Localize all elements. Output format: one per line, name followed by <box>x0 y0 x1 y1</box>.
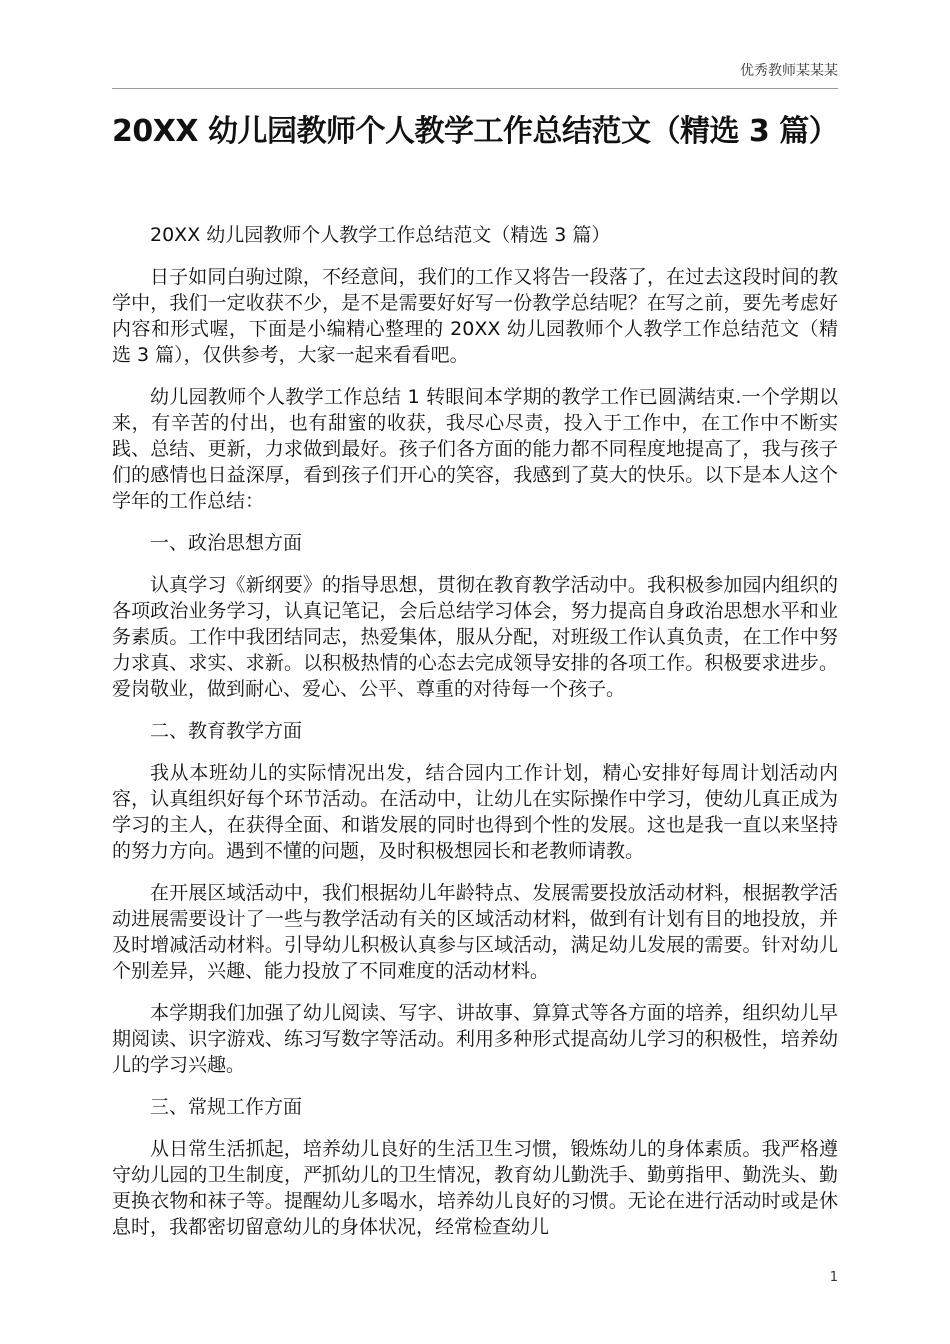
routine-paragraph: 从日常生活抓起，培养幼儿良好的生活卫生习惯，锻炼幼儿的身体素质。我严格遵守幼儿园的卫生制度，严抓幼儿的卫生情况，教育幼儿勤洗手、勤剪指甲、勤洗头、勤更换衣物和袜子等。提醒幼儿多喝水，培养幼儿良好的习惯。无论在进行活动时或是休息时，我都密切留意幼儿的身体状况，经常检查幼儿 <box>112 1138 838 1238</box>
section-heading-teaching: 二、教育教学方面 <box>150 720 303 742</box>
document-title: 20XX 幼儿园教师个人教学工作总结范文（精选 3 篇） <box>112 114 839 149</box>
section-heading-routine: 三、常规工作方面 <box>150 1096 303 1118</box>
document-body <box>112 222 838 1256</box>
page-number: 1 <box>829 1270 838 1285</box>
teaching-paragraph-1: 我从本班幼儿的实际情况出发，结合园内工作计划，精心安排好每周计划活动内容，认真组织好每个环节活动。在活动中，让幼儿在实际操作中学习，使幼儿真正成为学习的主人，在获得全面、和谐发展的同时也得到个性的发展。这也是我一直以来坚持的努力方向。遇到不懂的问题，及时积极想园长和老教师请教。 <box>112 762 838 862</box>
politics-paragraph: 认真学习《新纲要》的指导思想，贯彻在教育教学活动中。我积极参加园内组织的各项政治业务学习，认真记笔记，会后总结学习体会，努力提高自身政治思想水平和业务素质。工作中我团结同志，热爱集体，服从分配，对班级工作认真负责，在工作中努力求真、求实、求新。以积极热情的心态去完成领导安排的各项工作。积极要求进步。爱岗敬业，做到耐心、爱心、公平、尊重的对待每一个孩子。 <box>112 574 838 700</box>
header-author: 优秀教师某某某 <box>740 63 838 79</box>
section-heading-politics: 一、政治思想方面 <box>150 532 303 554</box>
header-divider <box>112 88 838 89</box>
summary-paragraph: 幼儿园教师个人教学工作总结 1 转眼间本学期的教学工作已圆满结束.一个学期以来，有辛苦的付出，也有甜蜜的收获，我尽心尽责，投入于工作中，在工作中不断实践、总结、更新，力求做到最好。孩子们各方面的能力都不同程度地提高了，我与孩子们的感情也日益深厚，看到孩子们开心的笑容，我感到了莫大的快乐。以下是本人这个学年的工作总结： <box>112 386 838 512</box>
teaching-paragraph-2: 在开展区域活动中，我们根据幼儿年龄特点、发展需要投放活动材料，根据教学活动进展需要设计了一些与教学活动有关的区域活动材料，做到有计划有目的地投放，并及时增减活动材料。引导幼儿积极认真参与区域活动，满足幼儿发展的需要。针对幼儿个别差异，兴趣、能力投放了不同难度的活动材料。 <box>112 882 838 982</box>
subtitle-paragraph: 20XX 幼儿园教师个人教学工作总结范文（精选 3 篇） <box>150 224 611 246</box>
intro-paragraph: 日子如同白驹过隙，不经意间，我们的工作又将告一段落了，在过去这段时间的教学中，我们一定收获不少，是不是需要好好写一份教学总结呢？在写之前，要先考虑好内容和形式喔，下面是小编精心整理的 20XX 幼儿园教师个人教学工作总结范文（精选 3 篇），仅供参考，大家一起来看看吧。 <box>112 266 838 366</box>
teaching-paragraph-3: 本学期我们加强了幼儿阅读、写字、讲故事、算算式等各方面的培养，组织幼儿早期阅读、识字游戏、练习写数字等活动。利用多种形式提高幼儿学习的积极性，培养幼儿的学习兴趣。 <box>112 1002 838 1076</box>
